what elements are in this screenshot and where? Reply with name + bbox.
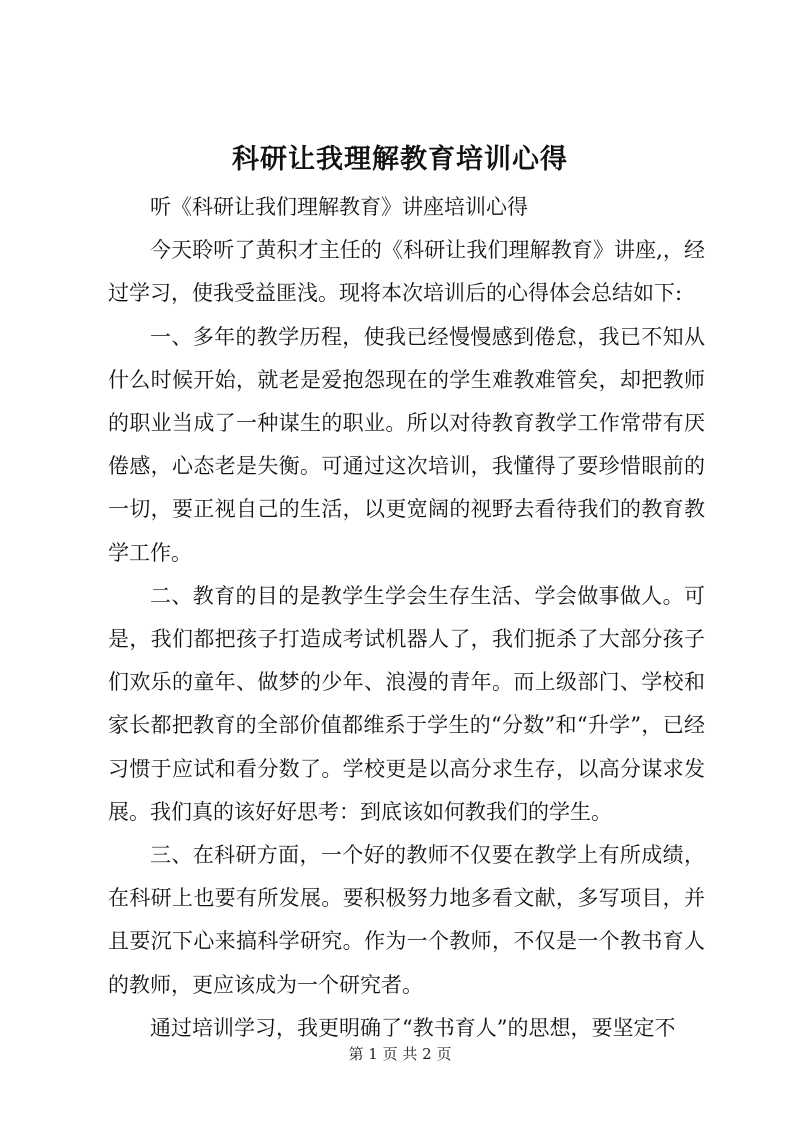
- body-paragraph: 通过培训学习，我更明确了“教书育人”的思想，要坚定不: [150, 1015, 676, 1040]
- body-paragraph: 三、在科研方面，一个好的教师不仅要在教学上有所成绩，在科研上也要有所发展。要积极努力地多看文献，多写项目，并且要沉下心来搞科学研究。作为一个教师，不仅是一个教书育人的教师，更应该成为一个研究者。: [108, 843, 705, 997]
- body-paragraph: 今天聆听了黄积才主任的《科研让我们理解教育》讲座,，经过学习，使我受益匪浅。现将本次培训后的心得体会总结如下:: [108, 238, 705, 306]
- document-body: [108, 186, 705, 1050]
- subtitle-paragraph: 听《科研让我们理解教育》讲座培训心得: [150, 195, 528, 219]
- body-paragraph: 一、多年的教学历程，使我已经慢慢感到倦怠，我已不知从什么时候开始，就老是爱抱怨现在的学生难教难管矣，却把教师的职业当成了一种谋生的职业。所以对待教育教学工作常带有厌倦感，心态老是失衡。可通过这次培训，我懂得了要珍惜眼前的一切，要正视自己的生活，以更宽阔的视野去看待我们的教育教学工作。: [108, 324, 705, 565]
- document-title: 科研让我理解教育培训心得: [232, 144, 568, 175]
- page-number-footer: 第 1 页 共 2 页: [348, 1045, 452, 1063]
- body-paragraph: 二、教育的目的是教学生学会生存生活、学会做事做人。可是，我们都把孩子打造成考试机器人了，我们扼杀了大部分孩子们欢乐的童年、做梦的少年、浪漫的青年。而上级部门、学校和家长都把教育的全部价值都维系于学生的“分数”和“升学”，已经习惯于应试和看分数了。学校更是以高分求生存，以高分谋求发展。我们真的该好好思考：到底该如何教我们的学生。: [108, 583, 705, 824]
